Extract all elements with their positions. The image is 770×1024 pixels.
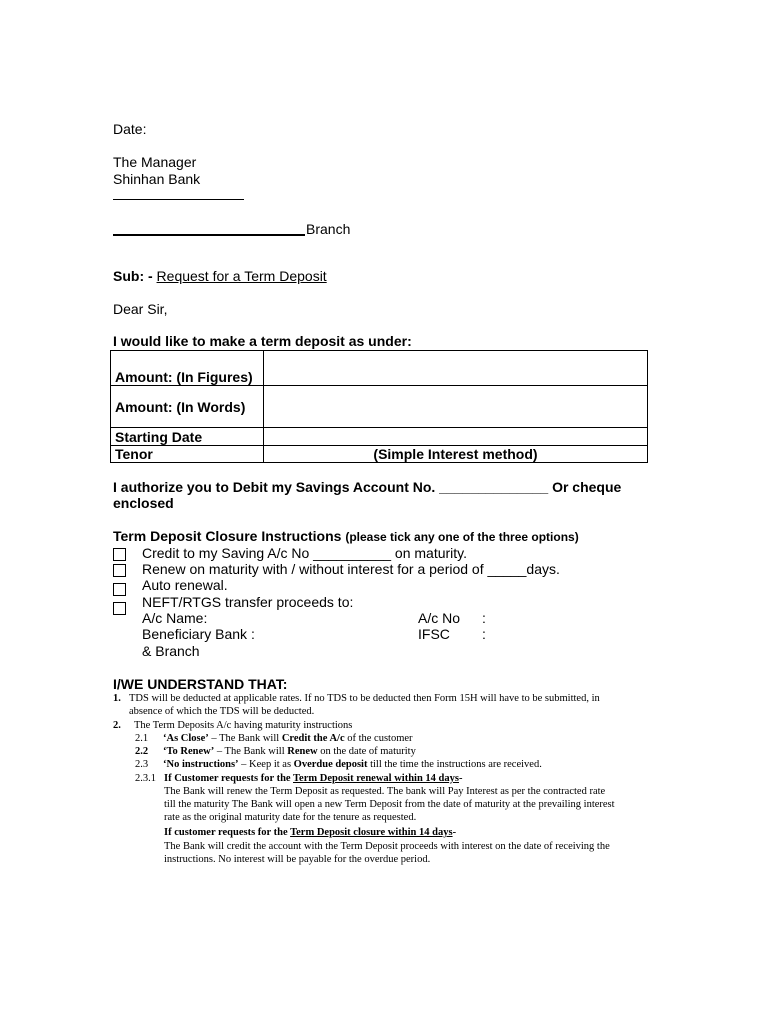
sub-2-3-text: ‘No instructions’ – Keep it as Overdue deposit till the time the instructions are received. <box>163 759 542 770</box>
option-renew-checkbox[interactable] <box>113 564 126 577</box>
tenor-field[interactable] <box>264 446 648 463</box>
point-2-text: The Term Deposits A/c having maturity instructions <box>134 720 353 731</box>
sub-2-1-text: ‘As Close’ – The Bank will Credit the A/c of the customer <box>163 733 413 744</box>
sub-2-3-1-heading: If Customer requests for the Term Deposit renewal within 14 days- <box>164 773 463 784</box>
renew-line-3: rate as the original maturity date for the tenure as requested. <box>164 812 417 823</box>
closure-title-line <box>113 528 579 546</box>
understand-title: I/WE UNDERSTAND THAT: <box>113 676 288 692</box>
closure-line-1: The Bank will credit the account with the Term Deposit proceeds with interest on the date of receiving the <box>164 841 610 852</box>
sub-2-2-text: ‘To Renew’ – The Bank will Renew on the date of maturity <box>163 746 416 757</box>
deposit-intro: I would like to make a term deposit as under: <box>113 333 412 349</box>
deposit-details-table <box>110 350 648 463</box>
point-2-number: 2. <box>113 720 121 731</box>
point-1-line-2: absence of which the TDS will be deducted. <box>129 706 315 717</box>
ac-name-label: A/c Name: <box>142 610 208 626</box>
amount-figures-field[interactable] <box>264 351 648 386</box>
point-1-number: 1. <box>113 693 121 704</box>
branch-blank-line[interactable] <box>113 234 305 236</box>
authorize-line-2: enclosed <box>113 495 174 511</box>
tenor-label: Tenor <box>111 446 264 463</box>
option-auto-renewal-checkbox[interactable] <box>113 583 126 596</box>
subject-text: Request for a Term Deposit <box>156 268 327 284</box>
addressee-title: The Manager <box>113 154 197 170</box>
branch-detail-label: & Branch <box>142 643 200 659</box>
sub-2-3-1-number: 2.3.1 <box>135 773 156 784</box>
renew-line-1: The Bank will renew the Term Deposit as requested. The bank will Pay Interest as per the contracted rate <box>164 786 606 797</box>
closure-heading: If customer requests for the Term Deposit closure within 14 days- <box>164 827 457 838</box>
amount-figures-label: Amount: (In Figures) <box>111 351 264 386</box>
ifsc-label: IFSC <box>418 626 450 642</box>
tenor-note: (Simple Interest method) <box>373 446 538 462</box>
option-auto-renewal-label: Auto renewal. <box>142 577 228 593</box>
subject-line <box>113 268 327 285</box>
authorize-line-1: I authorize you to Debit my Savings Account No. ______________ Or cheque <box>113 479 622 495</box>
point-1-line-1: TDS will be deducted at applicable rates. If no TDS to be deducted then Form 15H will have to be submitted, in <box>129 693 600 704</box>
closure-title-note: (please tick any one of the three options) <box>345 530 579 544</box>
sub-2-1-number: 2.1 <box>135 733 149 744</box>
sub-2-3-number: 2.3 <box>135 759 149 770</box>
option-neft-checkbox[interactable] <box>113 602 126 615</box>
amount-words-field[interactable] <box>264 386 648 428</box>
starting-date-label: Starting Date <box>111 428 264 446</box>
closure-title: Term Deposit Closure Instructions <box>113 528 342 544</box>
date-label: Date: <box>113 121 147 137</box>
subject-prefix: Sub: - <box>113 268 153 284</box>
ifsc-colon: : <box>482 626 486 642</box>
branch-label: Branch <box>306 221 351 237</box>
beneficiary-bank-label: Beneficiary Bank : <box>142 626 255 642</box>
salutation: Dear Sir, <box>113 301 168 317</box>
ac-no-colon: : <box>482 610 486 626</box>
option-credit-checkbox[interactable] <box>113 548 126 561</box>
option-neft-label: NEFT/RTGS transfer proceeds to: <box>142 594 354 610</box>
ac-no-label: A/c No <box>418 610 461 626</box>
sub-2-2-number: 2.2 <box>135 746 149 757</box>
closure-line-2: instructions. No interest will be payable for the overdue period. <box>164 854 431 865</box>
bank-name: Shinhan Bank <box>113 171 201 187</box>
option-renew-label: Renew on maturity with / without interest for a period of _____days. <box>142 561 560 577</box>
renew-line-2: till the maturity The Bank will open a new Term Deposit from the date of maturity at the prevailing interest <box>164 799 615 810</box>
amount-words-label: Amount: (In Words) <box>111 386 264 428</box>
starting-date-field[interactable] <box>264 428 648 446</box>
option-credit-label: Credit to my Saving A/c No __________ on maturity. <box>142 545 468 561</box>
address-blank-line[interactable] <box>113 199 244 200</box>
